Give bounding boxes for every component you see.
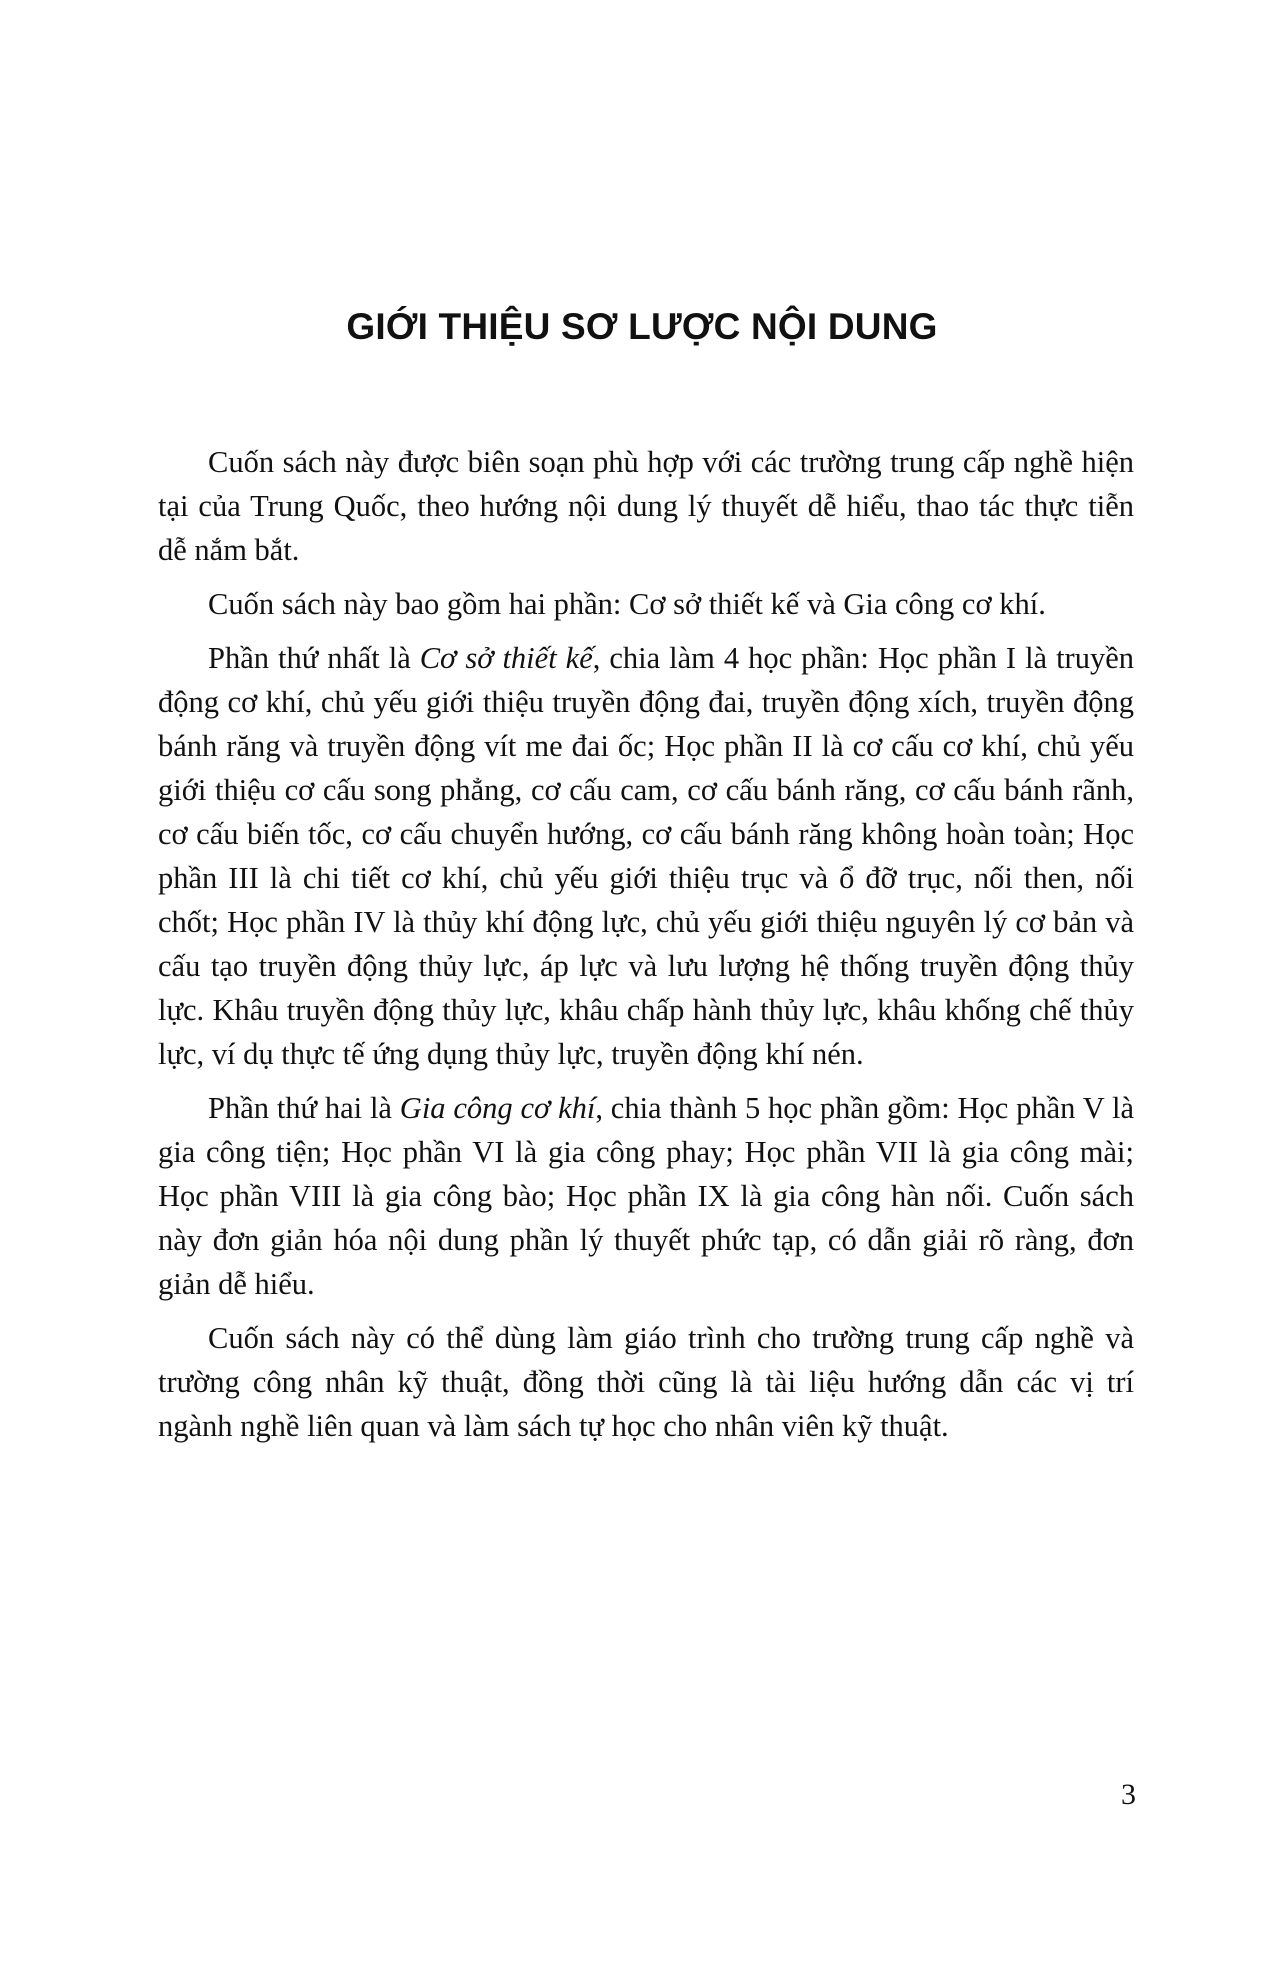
paragraph-part-two-lead: Phần thứ hai là	[208, 1091, 400, 1125]
page-title: GIỚI THIỆU SƠ LƯỢC NỘI DUNG	[346, 306, 938, 347]
paragraph-structure: Cuốn sách này bao gồm hai phần: Cơ sở thiết kế và Gia công cơ khí.	[208, 587, 1046, 621]
paragraph-part-two	[158, 1086, 1134, 1306]
part-one-title: Cơ sở thiết kế	[419, 641, 593, 675]
paragraph-intro: Cuốn sách này được biên soạn phù hợp với các trường trung cấp nghề hiện tại của Trung Quốc, theo hướng nội dung lý thuyết dễ hiểu, thao tác thực tiễn dễ nắm bắt.	[158, 445, 1134, 567]
paragraph-usage: Cuốn sách này có thể dùng làm giáo trình cho trường trung cấp nghề và trường công nhân kỹ thuật, đồng thời cũng là tài liệu hướng dẫn các vị trí ngành nghề liên quan và làm sách tự học cho nhân viên kỹ thuật.	[158, 1321, 1134, 1443]
paragraph-part-one	[158, 636, 1134, 1076]
page-number: 3	[1121, 1778, 1136, 1811]
paragraph-part-one-lead: Phần thứ nhất là	[208, 641, 420, 675]
paragraph-part-one-body: , chia làm 4 học phần: Học phần I là truyền động cơ khí, chủ yếu giới thiệu truyền động đai, truyền động xích, truyền động bánh răng và truyền động vít me đai ốc; Học phần II là cơ cấu cơ khí, chủ yếu giới thiệu cơ cấu song phẳng, cơ cấu cam, cơ cấu bánh răng, cơ cấu bánh rãnh, cơ cấu biến tốc, cơ cấu chuyển hướng, cơ cấu bánh răng không hoàn toàn; Học phần III là chi tiết cơ khí, chủ yếu giới thiệu trục và ổ đỡ trục, nối then, nối chốt; Học phần IV là thủy khí động lực, chủ yếu giới thiệu nguyên lý cơ bản và cấu tạo truyền động thủy lực, áp lực và lưu lượng hệ thống truyền động thủy lực. Khâu truyền động thủy lực, khâu chấp hành thủy lực, khâu khống chế thủy lực, ví dụ thực tế ứng dụng thủy lực, truyền động khí nén.	[158, 641, 1134, 1071]
paragraph-part-two-body: , chia thành 5 học phần gồm: Học phần V là gia công tiện; Học phần VI là gia công phay; Học phần VII là gia công mài; Học phần VIII là gia công bào; Học phần IX là gia công hàn nối. Cuốn sách này đơn giản hóa nội dung phần lý thuyết phức tạp, có dẫn giải rõ ràng, đơn giản dễ hiểu.	[158, 1091, 1134, 1301]
body-text	[158, 440, 1134, 1458]
part-two-title: Gia công cơ khí	[399, 1091, 596, 1125]
